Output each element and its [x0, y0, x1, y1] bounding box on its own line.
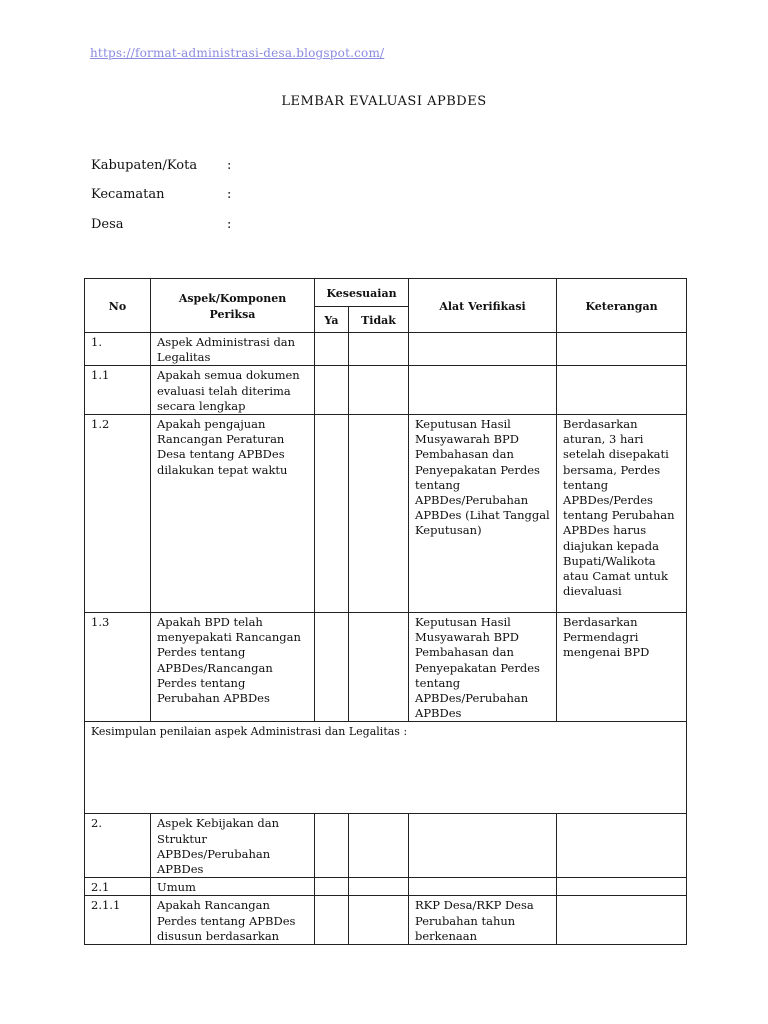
cell-tidak[interactable]	[349, 366, 409, 415]
cell-aspek: Apakah pengajuan Rancangan Peraturan Desa tentang APBDes dilakukan tepat waktu	[151, 415, 315, 613]
cell-ket	[557, 814, 687, 878]
cell-aspek: Umum	[151, 878, 315, 896]
evaluation-table	[84, 278, 687, 945]
table-header-row	[85, 279, 687, 307]
cell-ya[interactable]	[315, 814, 349, 878]
table-row	[85, 366, 687, 415]
cell-ket: Berdasarkan Permendagri mengenai BPD	[557, 613, 687, 722]
header-alat-verifikasi: Alat Verifikasi	[409, 279, 557, 333]
field-label: Desa	[91, 217, 124, 232]
cell-aspek: Apakah BPD telah menyepakati Rancangan Perdes tentang APBDes/Rancangan Perdes tentang Perubahan APBDes	[151, 613, 315, 722]
cell-tidak[interactable]	[349, 896, 409, 945]
header-keterangan: Keterangan	[557, 279, 687, 333]
conclusion-row	[85, 722, 687, 814]
cell-ket	[557, 896, 687, 945]
cell-aspek: Apakah Rancangan Perdes tentang APBDes disusun berdasarkan	[151, 896, 315, 945]
cell-alat	[409, 366, 557, 415]
field-desa	[91, 217, 231, 232]
field-label: Kabupaten/Kota	[91, 158, 198, 173]
cell-ket	[557, 366, 687, 415]
field-kabupaten	[91, 158, 231, 173]
field-separator: :	[227, 158, 232, 173]
table-row	[85, 896, 687, 945]
table-row	[85, 878, 687, 896]
cell-ya[interactable]	[315, 366, 349, 415]
header-aspek: Aspek/Komponen Periksa	[151, 279, 315, 333]
cell-aspek: Aspek Administrasi dan Legalitas	[151, 333, 315, 366]
cell-ya[interactable]	[315, 613, 349, 722]
cell-ya[interactable]	[315, 896, 349, 945]
header-ya: Ya	[315, 307, 349, 333]
field-kecamatan	[91, 187, 231, 202]
cell-ya[interactable]	[315, 333, 349, 366]
cell-ya[interactable]	[315, 878, 349, 896]
cell-alat	[409, 878, 557, 896]
table-row	[85, 415, 687, 613]
cell-aspek: Apakah semua dokumen evaluasi telah diterima secara lengkap	[151, 366, 315, 415]
cell-no: 1.2	[85, 415, 151, 613]
field-separator: :	[227, 187, 232, 202]
cell-alat	[409, 814, 557, 878]
source-url-link[interactable]: https://format-administrasi-desa.blogspot.com/	[90, 46, 385, 60]
cell-alat: Keputusan Hasil Musyawarah BPD Pembahasan dan Penyepakatan Perdes tentang APBDes/Perubahan APBDes	[409, 613, 557, 722]
header-tidak: Tidak	[349, 307, 409, 333]
cell-tidak[interactable]	[349, 613, 409, 722]
cell-tidak[interactable]	[349, 333, 409, 366]
cell-no: 1.1	[85, 366, 151, 415]
cell-ket	[557, 333, 687, 366]
cell-aspek: Aspek Kebijakan dan Struktur APBDes/Perubahan APBDes	[151, 814, 315, 878]
cell-alat: RKP Desa/RKP Desa Perubahan tahun berkenaan	[409, 896, 557, 945]
cell-tidak[interactable]	[349, 415, 409, 613]
table-row	[85, 613, 687, 722]
cell-tidak[interactable]	[349, 878, 409, 896]
field-label: Kecamatan	[91, 187, 165, 202]
document-title: LEMBAR EVALUASI APBDES	[281, 94, 487, 109]
table-row	[85, 814, 687, 878]
cell-alat	[409, 333, 557, 366]
cell-no: 2.	[85, 814, 151, 878]
cell-no: 1.	[85, 333, 151, 366]
cell-ket: Berdasarkan aturan, 3 hari setelah disepakati bersama, Perdes tentang APBDes/Perdes tentang Perubahan APBDes harus diajukan kepada Bupati/Walikota atau Camat untuk dievaluasi	[557, 415, 687, 613]
cell-tidak[interactable]	[349, 814, 409, 878]
cell-no: 2.1.1	[85, 896, 151, 945]
table-row	[85, 333, 687, 366]
cell-alat: Keputusan Hasil Musyawarah BPD Pembahasan dan Penyepakatan Perdes tentang APBDes/Perubahan APBDes (Lihat Tanggal Keputusan)	[409, 415, 557, 613]
header-kesesuaian: Kesesuaian	[315, 279, 409, 307]
cell-ya[interactable]	[315, 415, 349, 613]
conclusion-cell[interactable]: Kesimpulan penilaian aspek Administrasi dan Legalitas :	[85, 722, 687, 814]
header-no: No	[85, 279, 151, 333]
cell-no: 2.1	[85, 878, 151, 896]
field-separator: :	[227, 217, 232, 232]
cell-ket	[557, 878, 687, 896]
cell-no: 1.3	[85, 613, 151, 722]
